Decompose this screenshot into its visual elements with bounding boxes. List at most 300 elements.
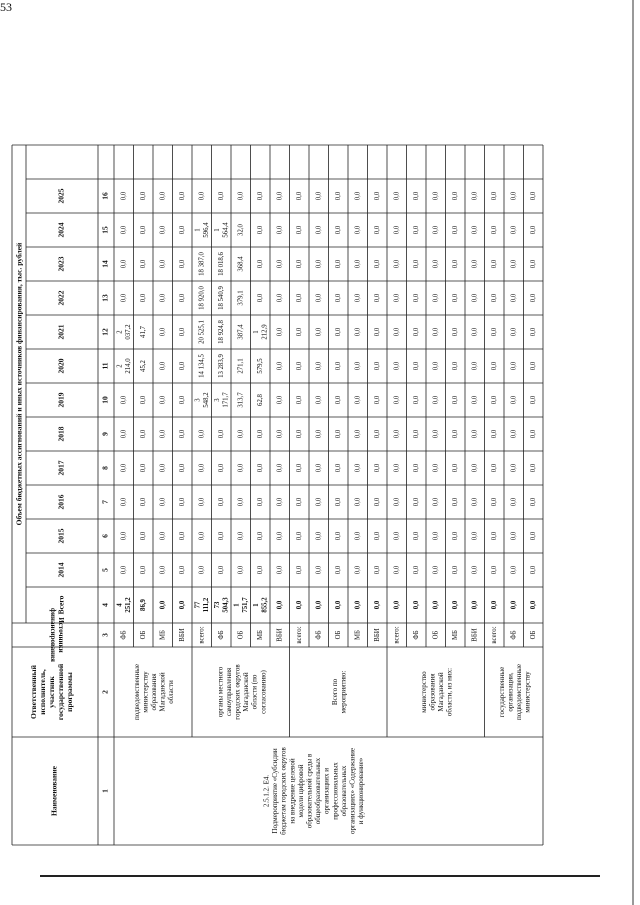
value-cell: 0,0 bbox=[393, 327, 401, 337]
total-cell: 0,0 bbox=[451, 600, 459, 610]
source-cell: ФБ bbox=[412, 630, 420, 640]
value-cell: 271,1 bbox=[237, 358, 245, 374]
value-cell: 0,0 bbox=[412, 429, 420, 439]
value-cell: 0,0 bbox=[393, 531, 401, 541]
value-cell: 0,0 bbox=[178, 225, 186, 235]
value-cell: 0,0 bbox=[529, 395, 537, 405]
value-cell: 0,0 bbox=[354, 361, 362, 371]
value-cell: 0,0 bbox=[120, 191, 128, 201]
value-cell: 0,0 bbox=[432, 565, 440, 575]
value-cell: 0,0 bbox=[315, 463, 323, 473]
value-cell: 0,0 bbox=[276, 191, 284, 201]
value-cell: 0,0 bbox=[451, 191, 459, 201]
value-cell: 0,0 bbox=[451, 361, 459, 371]
value-cell: 0,0 bbox=[529, 259, 537, 269]
source-cell: всего: bbox=[393, 626, 401, 644]
header-year-2020: 2020 bbox=[56, 358, 66, 374]
total-cell: 77 bbox=[194, 601, 202, 609]
value-cell: 0,0 bbox=[178, 429, 186, 439]
column-number-7: 7 bbox=[100, 500, 110, 504]
value-cell: 0,0 bbox=[412, 361, 420, 371]
value-cell: 0,0 bbox=[529, 497, 537, 507]
value-cell: 0,0 bbox=[139, 259, 147, 269]
value-cell: 0,0 bbox=[217, 531, 225, 541]
value-cell: 0,0 bbox=[471, 531, 479, 541]
value-cell: 0,0 bbox=[412, 531, 420, 541]
header-name: Наименование bbox=[49, 766, 59, 816]
value-cell: 0,0 bbox=[139, 191, 147, 201]
value-cell: 0,0 bbox=[139, 531, 147, 541]
value-cell: 0,0 bbox=[315, 191, 323, 201]
value-cell: 0,0 bbox=[334, 361, 342, 371]
value-cell: 0,0 bbox=[529, 565, 537, 575]
value-cell: 313,7 bbox=[237, 392, 245, 408]
column-number-1: 1 bbox=[100, 789, 110, 793]
value-cell: 0,0 bbox=[373, 463, 381, 473]
page-number: 53 bbox=[0, 0, 12, 14]
value-cell: 0,0 bbox=[471, 429, 479, 439]
value-cell: 0,0 bbox=[276, 429, 284, 439]
value-cell: 13 283,9 bbox=[217, 354, 225, 378]
value-cell: 20 525,1 bbox=[198, 320, 206, 344]
value-cell: 0,0 bbox=[276, 463, 284, 473]
value-cell: 0,0 bbox=[373, 395, 381, 405]
value-cell: 0,0 bbox=[159, 293, 167, 303]
value-cell: 0,0 bbox=[490, 531, 498, 541]
total-cell: 0,0 bbox=[412, 600, 420, 610]
value-cell: 0,0 bbox=[237, 463, 245, 473]
value-cell: 0,0 bbox=[295, 565, 303, 575]
value-cell: 0,0 bbox=[393, 463, 401, 473]
value-cell: 0,0 bbox=[412, 259, 420, 269]
column-number-14: 14 bbox=[100, 260, 110, 268]
value-cell: 0,0 bbox=[295, 191, 303, 201]
value-cell: 0,0 bbox=[315, 429, 323, 439]
value-cell: 0,0 bbox=[256, 497, 264, 507]
value-cell: 45,2 bbox=[139, 360, 147, 372]
total-cell: 504,3 bbox=[222, 597, 230, 613]
scan-artifact-edge bbox=[632, 0, 634, 905]
value-cell: 0,0 bbox=[432, 463, 440, 473]
value-cell: 18 387,0 bbox=[198, 252, 206, 276]
value-cell: 368,4 bbox=[237, 256, 245, 272]
value-cell: 0,0 bbox=[471, 395, 479, 405]
value-cell: 0,0 bbox=[393, 225, 401, 235]
value-cell: 0,0 bbox=[432, 361, 440, 371]
column-number-13: 13 bbox=[100, 294, 110, 302]
value-cell: 0,0 bbox=[120, 429, 128, 439]
value-cell: 0,0 bbox=[432, 531, 440, 541]
value-cell: 0,0 bbox=[256, 531, 264, 541]
value-cell: 0,0 bbox=[510, 463, 518, 473]
value-cell: 0,0 bbox=[334, 497, 342, 507]
value-cell: 0,0 bbox=[471, 565, 479, 575]
source-cell: всего: bbox=[198, 626, 206, 644]
value-cell: 0,0 bbox=[120, 531, 128, 541]
value-cell: 0,0 bbox=[159, 327, 167, 337]
column-number-2: 2 bbox=[100, 690, 110, 694]
value-cell: 0,0 bbox=[295, 327, 303, 337]
source-cell: МБ bbox=[451, 630, 459, 640]
value-cell: 0,0 bbox=[373, 497, 381, 507]
value-cell: 0,0 bbox=[217, 497, 225, 507]
value-cell: 0,0 bbox=[510, 259, 518, 269]
total-cell: 0,0 bbox=[510, 600, 518, 610]
value-cell: 0,0 bbox=[451, 225, 459, 235]
value-cell: 62,8 bbox=[256, 394, 264, 406]
column-number-12: 12 bbox=[100, 328, 110, 336]
source-cell: ОБ bbox=[529, 630, 537, 640]
measure-name: 2.5.1.2. Е4.Подмероприятие «Субсидиибюджетам городских округовна внедрение целевоймодели цифровойобразовательной среды вобщеобразовательныхорганизациях ипрофессиональныхобразовательныхорганизациях» «Содержаниеи функционирование» bbox=[262, 747, 366, 835]
value-cell: 0,0 bbox=[373, 327, 381, 337]
value-cell: 2 bbox=[116, 330, 124, 334]
value-cell: 0,0 bbox=[412, 565, 420, 575]
value-cell: 0,0 bbox=[295, 225, 303, 235]
total-cell: 111,2 bbox=[202, 597, 210, 613]
value-cell: 0,0 bbox=[393, 191, 401, 201]
value-cell: 0,0 bbox=[334, 191, 342, 201]
source-cell: МБ bbox=[354, 630, 362, 640]
value-cell: 0,0 bbox=[315, 361, 323, 371]
value-cell: 18 920,0 bbox=[198, 286, 206, 310]
value-cell: 0,0 bbox=[490, 463, 498, 473]
value-cell: 379,1 bbox=[237, 290, 245, 306]
value-cell: 18 540,9 bbox=[217, 286, 225, 310]
total-cell: 0,0 bbox=[334, 600, 342, 610]
value-cell: 0,0 bbox=[510, 395, 518, 405]
source-cell: ОБ bbox=[237, 630, 245, 640]
total-cell: 0,0 bbox=[178, 600, 186, 610]
value-cell: 0,0 bbox=[315, 531, 323, 541]
header-year-2014: 2014 bbox=[56, 562, 66, 578]
value-cell: 0,0 bbox=[432, 191, 440, 201]
header-year-2025: 2025 bbox=[56, 188, 66, 204]
total-cell: 0,0 bbox=[159, 600, 167, 610]
value-cell: 0,0 bbox=[256, 429, 264, 439]
value-cell: 2 bbox=[116, 364, 124, 368]
value-cell: 0,0 bbox=[354, 327, 362, 337]
value-cell: 0,0 bbox=[178, 327, 186, 337]
value-cell: 0,0 bbox=[139, 497, 147, 507]
value-cell: 0,0 bbox=[354, 497, 362, 507]
total-cell: 751,7 bbox=[241, 597, 249, 613]
value-cell: 0,0 bbox=[295, 259, 303, 269]
value-cell: 214,0 bbox=[124, 358, 132, 374]
value-cell: 0,0 bbox=[139, 463, 147, 473]
total-cell: 0,0 bbox=[354, 600, 362, 610]
value-cell: 0,0 bbox=[315, 395, 323, 405]
column-number-3: 3 bbox=[100, 633, 110, 637]
value-cell: 0,0 bbox=[471, 293, 479, 303]
group-executor-3: министерствообразованияМагаданскойобласти, из них: bbox=[419, 667, 454, 717]
value-cell: 0,0 bbox=[354, 225, 362, 235]
value-cell: 0,0 bbox=[529, 531, 537, 541]
value-cell: 0,0 bbox=[295, 463, 303, 473]
total-cell: 0,0 bbox=[432, 600, 440, 610]
value-cell: 0,0 bbox=[178, 531, 186, 541]
value-cell: 0,0 bbox=[334, 565, 342, 575]
value-cell: 0,0 bbox=[178, 191, 186, 201]
value-cell: 3 bbox=[194, 398, 202, 402]
value-cell: 0,0 bbox=[198, 531, 206, 541]
header-year-2021: 2021 bbox=[56, 324, 66, 340]
value-cell: 0,0 bbox=[393, 429, 401, 439]
value-cell: 387,4 bbox=[237, 324, 245, 340]
value-cell: 0,0 bbox=[334, 259, 342, 269]
value-cell: 0,0 bbox=[432, 293, 440, 303]
value-cell: 0,0 bbox=[393, 259, 401, 269]
value-cell: 0,0 bbox=[120, 497, 128, 507]
value-cell: 0,0 bbox=[451, 395, 459, 405]
scan-artifact-line bbox=[40, 875, 600, 877]
value-cell: 0,0 bbox=[373, 429, 381, 439]
value-cell: 0,0 bbox=[256, 565, 264, 575]
value-cell: 0,0 bbox=[178, 395, 186, 405]
value-cell: 0,0 bbox=[276, 293, 284, 303]
value-cell: 0,0 bbox=[276, 565, 284, 575]
value-cell: 0,0 bbox=[451, 293, 459, 303]
total-cell: 0,0 bbox=[393, 600, 401, 610]
value-cell: 0,0 bbox=[451, 463, 459, 473]
value-cell: 0,0 bbox=[256, 463, 264, 473]
total-cell: 4 bbox=[116, 603, 124, 607]
header-year-2018: 2018 bbox=[56, 426, 66, 442]
value-cell: 0,0 bbox=[354, 293, 362, 303]
value-cell: 0,0 bbox=[451, 531, 459, 541]
value-cell: 0,0 bbox=[529, 429, 537, 439]
value-cell: 0,0 bbox=[373, 531, 381, 541]
value-cell: 0,0 bbox=[354, 565, 362, 575]
value-cell: 0,0 bbox=[334, 225, 342, 235]
source-cell: ОБ bbox=[334, 630, 342, 640]
value-cell: 0,0 bbox=[178, 565, 186, 575]
total-cell: 0,0 bbox=[471, 600, 479, 610]
value-cell: 0,0 bbox=[217, 429, 225, 439]
value-cell: 0,0 bbox=[529, 327, 537, 337]
value-cell: 0,0 bbox=[256, 259, 264, 269]
value-cell: 0,0 bbox=[237, 565, 245, 575]
value-cell: 212,9 bbox=[261, 324, 269, 340]
value-cell: 0,0 bbox=[217, 463, 225, 473]
value-cell: 0,0 bbox=[178, 497, 186, 507]
value-cell: 0,0 bbox=[159, 259, 167, 269]
header-year-2017: 2017 bbox=[56, 460, 66, 476]
value-cell: 0,0 bbox=[373, 361, 381, 371]
value-cell: 0,0 bbox=[276, 395, 284, 405]
value-cell: 0,0 bbox=[159, 497, 167, 507]
column-number-8: 8 bbox=[100, 466, 110, 470]
value-cell: 0,0 bbox=[198, 429, 206, 439]
value-cell: 1 bbox=[213, 228, 221, 232]
value-cell: 0,0 bbox=[393, 565, 401, 575]
value-cell: 0,0 bbox=[159, 225, 167, 235]
value-cell: 0,0 bbox=[432, 259, 440, 269]
value-cell: 548,2 bbox=[202, 392, 210, 408]
value-cell: 0,0 bbox=[490, 327, 498, 337]
value-cell: 0,0 bbox=[354, 259, 362, 269]
value-cell: 0,0 bbox=[451, 327, 459, 337]
value-cell: 0,0 bbox=[432, 395, 440, 405]
value-cell: 32,0 bbox=[237, 224, 245, 236]
value-cell: 0,0 bbox=[276, 327, 284, 337]
value-cell: 0,0 bbox=[354, 531, 362, 541]
source-cell: ОБ bbox=[432, 630, 440, 640]
value-cell: 0,0 bbox=[490, 361, 498, 371]
value-cell: 0,0 bbox=[120, 565, 128, 575]
source-cell: ВБИ bbox=[471, 628, 479, 642]
value-cell: 3 bbox=[213, 398, 221, 402]
value-cell: 0,0 bbox=[256, 191, 264, 201]
value-cell: 0,0 bbox=[510, 565, 518, 575]
value-cell: 0,0 bbox=[315, 259, 323, 269]
value-cell: 0,0 bbox=[178, 463, 186, 473]
value-cell: 171,7 bbox=[222, 392, 230, 408]
value-cell: 0,0 bbox=[373, 191, 381, 201]
source-cell: всего: bbox=[490, 626, 498, 644]
total-cell: 0,0 bbox=[490, 600, 498, 610]
source-cell: ФБ bbox=[120, 630, 128, 640]
value-cell: 0,0 bbox=[159, 565, 167, 575]
total-cell: 0,0 bbox=[315, 600, 323, 610]
value-cell: 0,0 bbox=[412, 463, 420, 473]
value-cell: 0,0 bbox=[178, 361, 186, 371]
value-cell: 0,0 bbox=[471, 463, 479, 473]
value-cell: 0,0 bbox=[490, 293, 498, 303]
value-cell: 0,0 bbox=[451, 259, 459, 269]
value-cell: 0,0 bbox=[295, 497, 303, 507]
column-number-5: 5 bbox=[100, 568, 110, 572]
value-cell: 0,0 bbox=[237, 497, 245, 507]
header-year-2023: 2023 bbox=[56, 256, 66, 272]
value-cell: 0,0 bbox=[529, 463, 537, 473]
value-cell: 0,0 bbox=[354, 429, 362, 439]
value-cell: 0,0 bbox=[159, 531, 167, 541]
value-cell: 0,0 bbox=[256, 225, 264, 235]
value-cell: 18 018,6 bbox=[217, 252, 225, 276]
header-year-2019: 2019 bbox=[56, 392, 66, 408]
value-cell: 0,0 bbox=[412, 395, 420, 405]
group-executor-1: органы местногосамоуправлениягородских округовМагаданскойобласти (посогласованию) bbox=[216, 664, 268, 720]
value-cell: 0,0 bbox=[276, 497, 284, 507]
value-cell: 0,0 bbox=[471, 259, 479, 269]
value-cell: 0,0 bbox=[373, 293, 381, 303]
value-cell: 0,0 bbox=[315, 225, 323, 235]
header-year-2016: 2016 bbox=[56, 494, 66, 510]
value-cell: 0,0 bbox=[432, 497, 440, 507]
value-cell: 0,0 bbox=[412, 225, 420, 235]
header-total: Всего bbox=[56, 595, 66, 615]
value-cell: 0,0 bbox=[120, 463, 128, 473]
source-cell: ВБИ bbox=[178, 628, 186, 642]
value-cell: 0,0 bbox=[510, 497, 518, 507]
source-cell: МБ bbox=[256, 630, 264, 640]
value-cell: 0,0 bbox=[120, 225, 128, 235]
value-cell: 0,0 bbox=[451, 497, 459, 507]
source-cell: МБ bbox=[159, 630, 167, 640]
column-number-11: 11 bbox=[100, 362, 110, 370]
source-cell: ОБ bbox=[139, 630, 147, 640]
value-cell: 0,0 bbox=[373, 565, 381, 575]
value-cell: 0,0 bbox=[334, 531, 342, 541]
value-cell: 0,0 bbox=[295, 395, 303, 405]
value-cell: 0,0 bbox=[237, 531, 245, 541]
value-cell: 0,0 bbox=[139, 429, 147, 439]
source-cell: ФБ bbox=[510, 630, 518, 640]
value-cell: 0,0 bbox=[432, 327, 440, 337]
value-cell: 0,0 bbox=[159, 429, 167, 439]
value-cell: 0,0 bbox=[529, 361, 537, 371]
value-cell: 0,0 bbox=[237, 429, 245, 439]
total-cell: 0,0 bbox=[276, 600, 284, 610]
value-cell: 41,7 bbox=[139, 326, 147, 338]
value-cell: 1 bbox=[194, 228, 202, 232]
value-cell: 0,0 bbox=[432, 429, 440, 439]
value-cell: 0,0 bbox=[471, 497, 479, 507]
value-cell: 1 bbox=[252, 330, 260, 334]
value-cell: 0,0 bbox=[490, 497, 498, 507]
value-cell: 0,0 bbox=[334, 429, 342, 439]
value-cell: 0,0 bbox=[295, 429, 303, 439]
value-cell: 564,4 bbox=[222, 222, 230, 238]
value-cell: 0,0 bbox=[139, 395, 147, 405]
column-number-15: 15 bbox=[100, 226, 110, 234]
value-cell: 0,0 bbox=[510, 327, 518, 337]
value-cell: 0,0 bbox=[159, 395, 167, 405]
total-cell: 0,0 bbox=[529, 600, 537, 610]
value-cell: 0,0 bbox=[120, 259, 128, 269]
value-cell: 0,0 bbox=[315, 565, 323, 575]
value-cell: 596,4 bbox=[202, 222, 210, 238]
value-cell: 14 134,5 bbox=[198, 354, 206, 378]
source-cell: ВБИ bbox=[373, 628, 381, 642]
value-cell: 0,0 bbox=[510, 293, 518, 303]
value-cell: 0,0 bbox=[412, 191, 420, 201]
value-cell: 0,0 bbox=[393, 395, 401, 405]
value-cell: 037,2 bbox=[124, 324, 132, 340]
value-cell: 0,0 bbox=[217, 191, 225, 201]
value-cell: 0,0 bbox=[295, 293, 303, 303]
value-cell: 0,0 bbox=[315, 497, 323, 507]
value-cell: 0,0 bbox=[510, 191, 518, 201]
value-cell: 0,0 bbox=[276, 225, 284, 235]
value-cell: 0,0 bbox=[139, 225, 147, 235]
value-cell: 18 924,8 bbox=[217, 320, 225, 344]
value-cell: 0,0 bbox=[393, 361, 401, 371]
value-cell: 0,0 bbox=[451, 429, 459, 439]
value-cell: 0,0 bbox=[412, 327, 420, 337]
value-cell: 0,0 bbox=[159, 463, 167, 473]
header-executor: Ответственныйисполнитель,участникгосударственнойпрограммы bbox=[29, 663, 74, 721]
header-source: Источникифинансирования bbox=[49, 608, 65, 662]
total-cell: 86,9 bbox=[139, 599, 147, 611]
value-cell: 0,0 bbox=[510, 361, 518, 371]
value-cell: 0,0 bbox=[393, 293, 401, 303]
value-cell: 0,0 bbox=[373, 225, 381, 235]
value-cell: 0,0 bbox=[510, 531, 518, 541]
total-cell: 73 bbox=[213, 601, 221, 609]
value-cell: 0,0 bbox=[276, 531, 284, 541]
value-cell: 0,0 bbox=[217, 565, 225, 575]
value-cell: 0,0 bbox=[529, 191, 537, 201]
column-number-6: 6 bbox=[100, 534, 110, 538]
value-cell: 0,0 bbox=[315, 327, 323, 337]
group-executor-4: государственныеорганизации,подведомственныеминистерству bbox=[497, 663, 532, 721]
value-cell: 0,0 bbox=[471, 191, 479, 201]
value-cell: 0,0 bbox=[471, 327, 479, 337]
value-cell: 0,0 bbox=[120, 293, 128, 303]
column-number-16: 16 bbox=[100, 192, 110, 200]
value-cell: 0,0 bbox=[334, 293, 342, 303]
